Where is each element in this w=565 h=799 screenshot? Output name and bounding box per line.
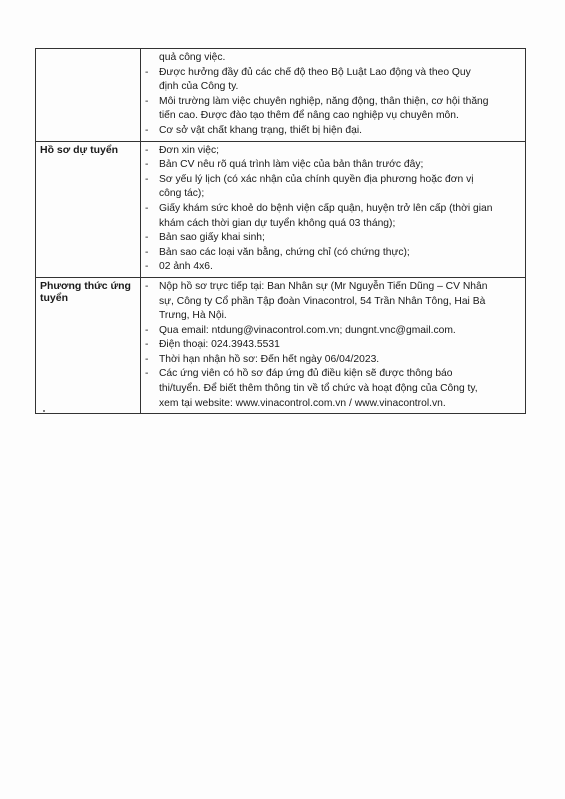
content-text: Thời hạn nhận hồ sơ: Đến hết ngày 06/04/2023. (159, 353, 380, 365)
content-text: định của Công ty. (159, 81, 239, 93)
bullet-dash: - (145, 246, 149, 258)
content-text: thi/tuyển. Để biết thêm thông tin về tổ chức và hoạt động của Công ty, (159, 383, 478, 395)
content-text: Điện thoại: 024.3943.5531 (159, 339, 280, 351)
bullet-dash (145, 382, 159, 397)
content-line (145, 246, 521, 261)
content-text: Trưng, Hà Nội. (159, 310, 227, 322)
content-line (145, 295, 521, 310)
content-line (145, 158, 521, 173)
content-line (145, 187, 521, 202)
bullet-dash (145, 187, 159, 202)
table-row (36, 141, 526, 277)
content-line (145, 324, 521, 339)
content-line (145, 80, 521, 95)
content-text: Nộp hồ sơ trực tiếp tại: Ban Nhân sự (Mr Nguyễn Tiến Dũng – CV Nhân (159, 280, 488, 292)
content-text: Đơn xin việc; (159, 144, 219, 156)
content-text: Được hưởng đầy đủ các chế độ theo Bộ Luật Lao động và theo Quy (159, 66, 471, 78)
bullet-dash: - (145, 173, 149, 185)
content-text: khám cách thời gian dự tuyển không quá 03 tháng); (159, 217, 396, 229)
content-line (145, 280, 521, 295)
content-line (145, 202, 521, 217)
bullet-dash: - (145, 324, 149, 336)
row-content (141, 49, 526, 142)
bullet-dash: - (145, 124, 149, 136)
content-line (145, 231, 521, 246)
content-text: Các ứng viên có hồ sơ đáp ứng đủ điều kiện sẽ được thông báo (159, 368, 453, 380)
table-row (36, 277, 526, 413)
content-line (145, 260, 521, 275)
content-line (145, 397, 521, 412)
scan-speck (43, 410, 45, 412)
bullet-dash: - (145, 280, 149, 292)
content-line (145, 309, 521, 324)
content-line (145, 144, 521, 159)
content-text: Giấy khám sức khoẻ do bệnh viện cấp quận, huyện trở lên cấp (thời gian (159, 202, 493, 214)
row-label: Hồ sơ dự tuyển (36, 141, 141, 277)
content-line (145, 367, 521, 382)
content-text: Bản CV nêu rõ quá trình làm việc của bản thân trước đây; (159, 159, 424, 171)
row-content (141, 141, 526, 277)
content-text: công tác); (159, 188, 205, 200)
content-line (145, 217, 521, 232)
bullet-dash (145, 397, 159, 412)
content-line (145, 66, 521, 81)
content-line (145, 95, 521, 110)
content-text: Bản sao giấy khai sinh; (159, 232, 265, 244)
row-label: Phương thức ứng tuyển (36, 277, 141, 413)
bullet-dash: - (145, 202, 149, 214)
content-text: Môi trường làm việc chuyên nghiệp, năng động, thân thiện, cơ hội thăng (159, 95, 489, 107)
content-line (145, 382, 521, 397)
bullet-dash (145, 295, 159, 310)
content-line (145, 353, 521, 368)
content-text: xem tại website: www.vinacontrol.com.vn / www.vinacontrol.vn. (159, 397, 446, 409)
content-line (145, 109, 521, 124)
content-line (145, 124, 521, 139)
content-line (145, 51, 521, 66)
table-row (36, 49, 526, 142)
bullet-dash: - (145, 261, 149, 273)
content-text: sự, Công ty Cổ phần Tập đoàn Vinacontrol, 54 Trần Nhân Tông, Hai Bà (159, 295, 486, 307)
content-text: 02 ảnh 4x6. (159, 261, 213, 273)
content-line (145, 173, 521, 188)
bullet-dash (145, 109, 159, 124)
content-text: Qua email: ntdung@vinacontrol.com.vn; dungnt.vnc@gmail.com. (159, 324, 456, 336)
bullet-dash (145, 309, 159, 324)
row-content (141, 277, 526, 413)
bullet-dash: - (145, 368, 149, 380)
content-text: tiến cao. Được đào tạo thêm để nâng cao nghiệp vụ chuyên môn. (159, 110, 459, 122)
content-text: quả công việc. (159, 52, 226, 63)
content-text: Bản sao các loại văn bằng, chứng chỉ (có chứng thực); (159, 246, 410, 258)
bullet-dash (145, 80, 159, 95)
content-line (145, 338, 521, 353)
bullet-dash (145, 217, 159, 232)
bullet-dash: - (145, 232, 149, 244)
bullet-dash: - (145, 66, 149, 78)
row-label (36, 49, 141, 142)
content-text: Sơ yếu lý lịch (có xác nhận của chính quyền địa phương hoặc đơn vị (159, 173, 474, 185)
bullet-dash (145, 51, 159, 66)
bullet-dash: - (145, 339, 149, 351)
bullet-dash: - (145, 353, 149, 365)
recruitment-table (35, 48, 526, 414)
bullet-dash: - (145, 159, 149, 171)
content-text: Cơ sở vật chất khang trạng, thiết bị hiện đại. (159, 124, 362, 136)
bullet-dash: - (145, 95, 149, 107)
bullet-dash: - (145, 144, 149, 156)
